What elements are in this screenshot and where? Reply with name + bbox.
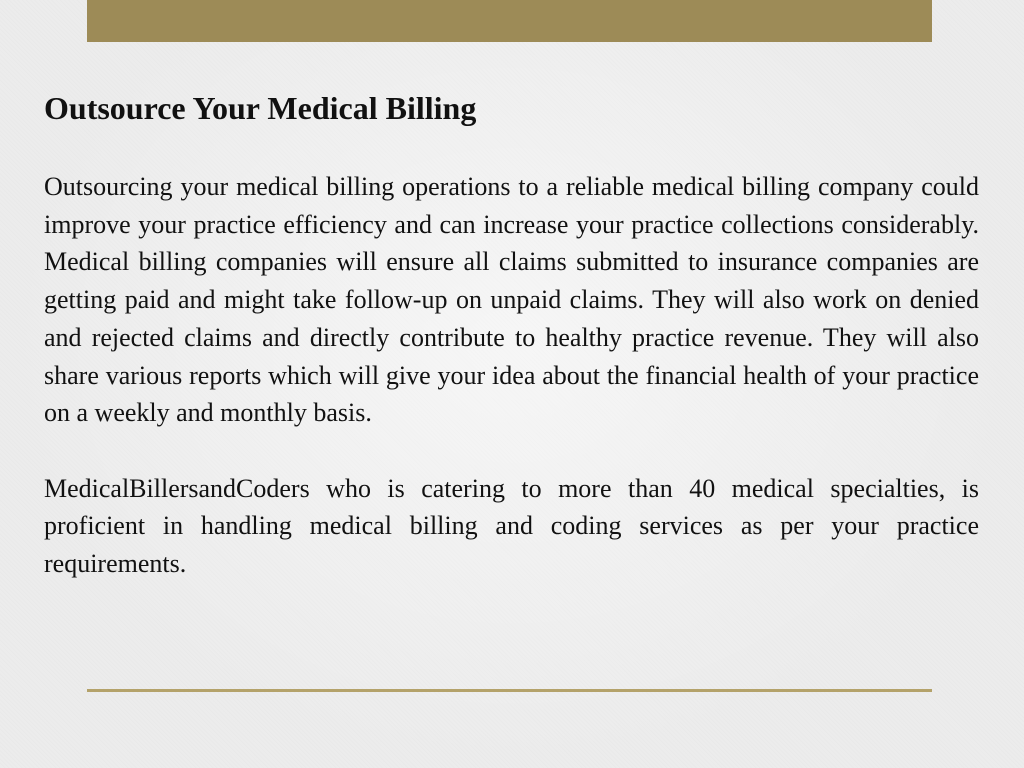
paragraph-company: MedicalBillersandCoders who is catering to more than 40 medical specialties, is proficient in handling medical billing and coding services as per your practice requirements.	[44, 473, 979, 579]
paragraph-outsourcing: Outsourcing your medical billing operations to a reliable medical billing company could improve your practice efficiency and can increase your practice collections considerably. Medical billing companies will ensure all claims submitted to insurance companies are getting paid and might take follow-up on unpaid claims. They will also work on denied and rejected claims and directly contribute to healthy practice revenue. They will also share various reports which will give your idea about the financial health of your practice on a weekly and monthly basis.	[44, 172, 979, 428]
slide-body	[44, 168, 979, 620]
slide-title: Outsource Your Medical Billing	[44, 90, 477, 126]
top-accent-bar	[87, 0, 932, 42]
bottom-divider	[87, 689, 932, 692]
